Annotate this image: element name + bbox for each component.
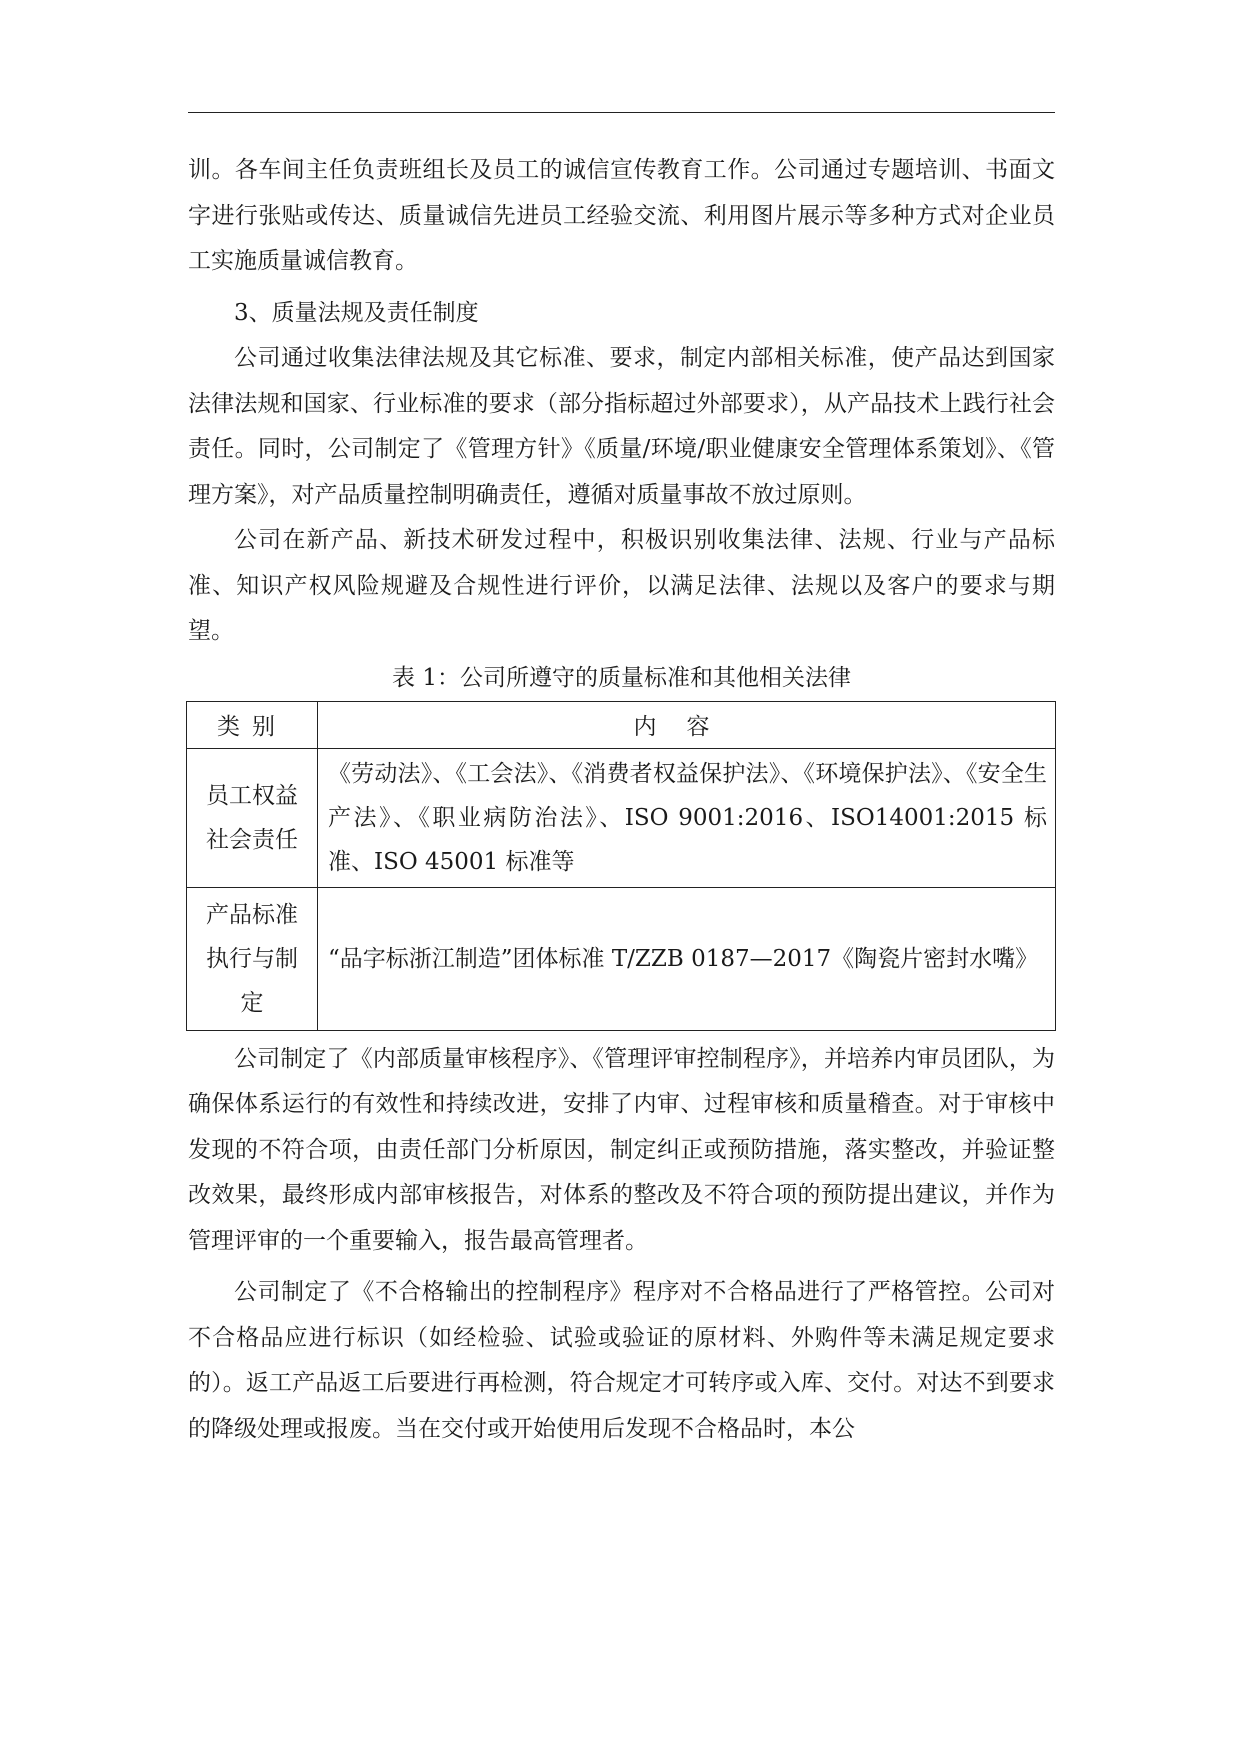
table-header-row (187, 701, 1056, 748)
paragraph-rnd: 公司在新产品、新技术研发过程中，积极识别收集法律、法规、行业与产品标准、知识产权风险规避及合规性进行评价，以满足法律、法规以及客户的要求与期望。 (188, 527, 1055, 644)
table-row (187, 748, 1056, 887)
table-header-category: 类别 (187, 701, 318, 748)
table-header-content: 内容 (318, 701, 1056, 748)
table-row (187, 887, 1056, 1030)
table-caption: 表 1：公司所遵守的质量标准和其他相关法律 (392, 664, 851, 691)
table-cell-category (187, 748, 318, 887)
standards-table (186, 701, 1056, 1031)
paragraph-audit: 公司制定了《内部质量审核程序》、《管理评审控制程序》，并培养内审员团队，为确保体系运行的有效性和持续改进，安排了内审、过程审核和质量稽查。对于审核中发现的不符合项，由责任部门分析原因，制定纠正或预防措施，落实整改，并验证整改效果，最终形成内部审核报告，对体系的整改及不符合项的预防提出建议，并作为管理评审的一个重要输入，报告最高管理者。 (188, 1045, 1055, 1254)
paragraph-nonconforming: 公司制定了《不合格输出的控制程序》程序对不合格品进行了严格管控。公司对不合格品应进行标识（如经检验、试验或验证的原材料、外购件等未满足规定要求的）。返工产品返工后要进行再检测，符合规定才可转序或入库、交付。对达不到要求的降级处理或报废。当在交付或开始使用后发现不合格品时，本公 (188, 1279, 1055, 1442)
category-text: 员工权益社会责任 (206, 782, 298, 853)
table-cell-content: 《劳动法》、《工会法》、《消费者权益保护法》、《环境保护法》、《安全生产法》、《职业病防治法》、ISO 9001:2016、ISO14001:2015 标准、ISO 45001 标准等 (318, 748, 1056, 887)
page-body (188, 148, 1055, 1452)
paragraph-continued: 训。各车间主任负责班组长及员工的诚信宣传教育工作。公司通过专题培训、书面文字进行张贴或传达、质量诚信先进员工经验交流、利用图片展示等多种方式对企业员工实施质量诚信教育。 (188, 157, 1055, 274)
header-rule (188, 112, 1055, 113)
table-cell-category (187, 887, 318, 1030)
category-text: 产品标准执行与制定 (206, 901, 298, 1016)
table-cell-content: “品字标浙江制造”团体标准 T/ZZB 0187—2017《陶瓷片密封水嘴》 (318, 887, 1056, 1030)
section-heading: 3、质量法规及责任制度 (234, 299, 479, 326)
paragraph-regulations: 公司通过收集法律法规及其它标准、要求，制定内部相关标准，使产品达到国家法律法规和国家、行业标准的要求（部分指标超过外部要求），从产品技术上践行社会责任。同时，公司制定了《管理方针》《质量/环境/职业健康安全管理体系策划》、《管理方案》，对产品质量控制明确责任，遵循对质量事故不放过原则。 (188, 345, 1055, 508)
